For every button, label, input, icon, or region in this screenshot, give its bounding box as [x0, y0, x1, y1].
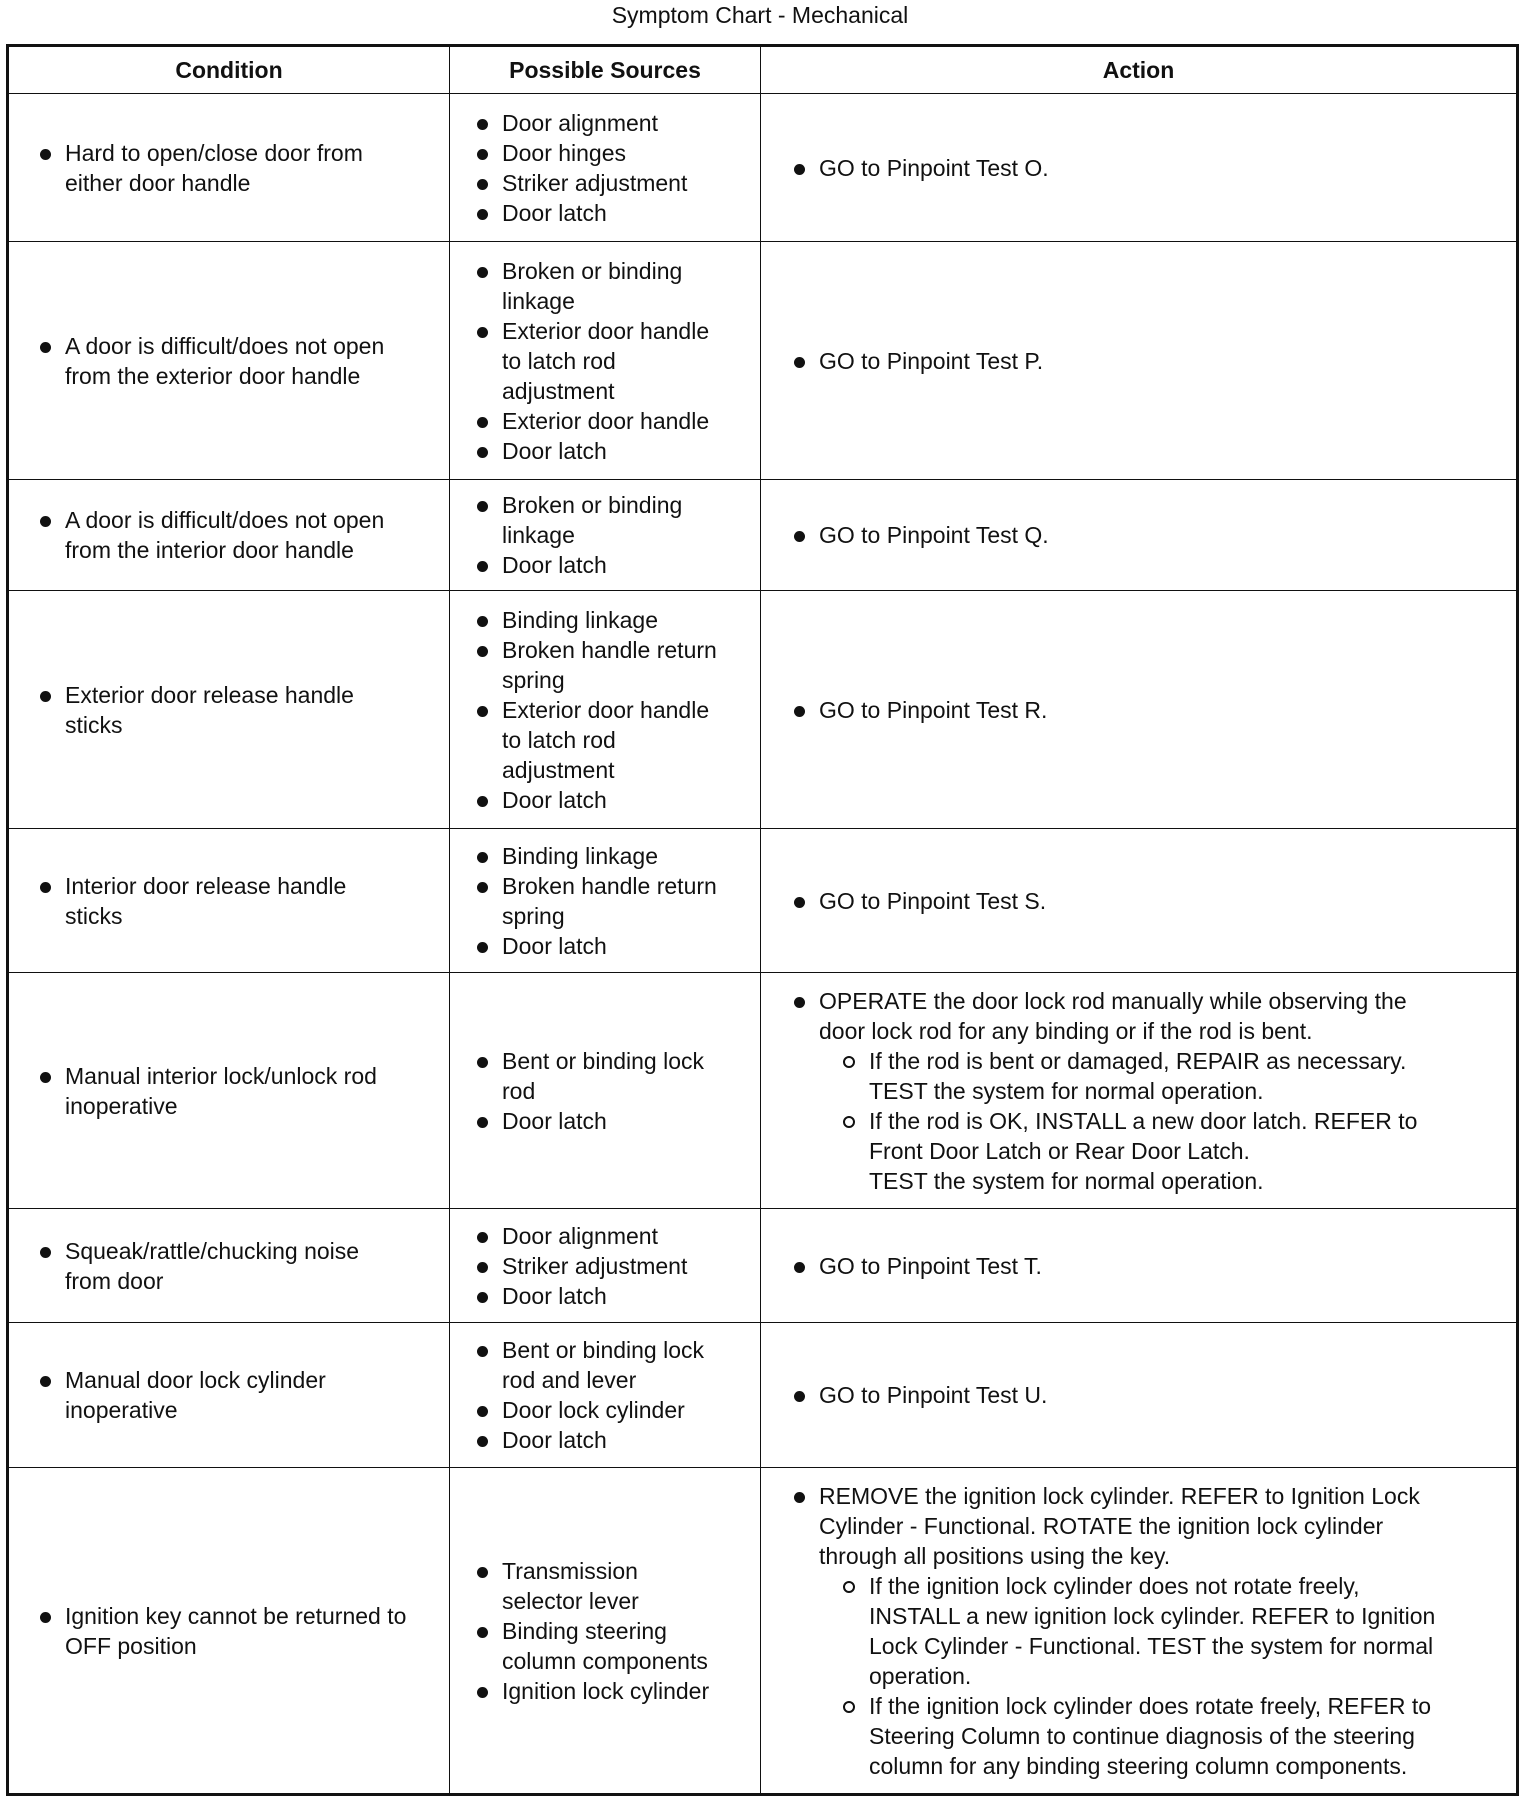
condition-item: [29, 1601, 441, 1661]
text-line: to latch rod: [502, 726, 616, 753]
action-cell: [761, 480, 1518, 591]
text-line: Broken handle return: [502, 636, 717, 663]
text-line: Door lock cylinder: [502, 1397, 685, 1423]
text-line: If the ignition lock cylinder does not rotate freely,: [869, 1572, 1360, 1599]
text-line: inoperative: [65, 1092, 178, 1119]
condition-list: [29, 1601, 441, 1661]
source-item: [466, 1106, 754, 1136]
text-line: TEST the system for normal operation.: [869, 1167, 1264, 1194]
text-line: from the exterior door handle: [65, 362, 361, 389]
table-row: [8, 242, 1518, 480]
table-row: [8, 1468, 1518, 1795]
text-line: Binding linkage: [502, 606, 659, 633]
table-row: [8, 94, 1518, 242]
source-item: [466, 635, 754, 695]
text-line: Door latch: [502, 1427, 607, 1453]
text-line: from the interior door handle: [65, 537, 354, 563]
text-line: GO to Pinpoint Test U.: [819, 1382, 1048, 1408]
text-line: Door alignment: [502, 1222, 658, 1249]
source-item: [466, 605, 754, 635]
text-line: Door latch: [502, 552, 607, 578]
source-item: [466, 198, 754, 228]
text-line: Lock Cylinder - Functional. TEST the system for normal: [869, 1632, 1434, 1659]
text-line: GO to Pinpoint Test S.: [819, 887, 1047, 914]
text-line: Exterior door release handle: [65, 681, 354, 708]
action-item: [783, 1251, 1506, 1281]
condition-list: [29, 138, 441, 198]
table-row: [8, 829, 1518, 973]
column-header-possible-sources: Possible Sources: [450, 46, 761, 94]
text-line: Cylinder - Functional. ROTATE the ignition lock cylinder: [819, 1512, 1384, 1539]
source-item: [466, 138, 754, 168]
sources-list: [466, 1335, 754, 1455]
table-row: [8, 591, 1518, 829]
condition-cell: [8, 1468, 450, 1795]
text-line: adjustment: [502, 756, 615, 783]
table-body: [8, 94, 1518, 1795]
action-subitem: [819, 1571, 1506, 1691]
chart-title: Symptom Chart - Mechanical: [611, 2, 909, 28]
condition-item: [29, 331, 441, 391]
sources-list: [466, 1556, 754, 1706]
condition-cell: [8, 480, 450, 591]
text-line: through all positions using the key.: [819, 1542, 1171, 1569]
condition-cell: [8, 94, 450, 242]
action-list: [783, 1251, 1506, 1281]
source-item: [466, 168, 754, 198]
source-item: [466, 931, 754, 961]
text-line: GO to Pinpoint Test T.: [819, 1252, 1042, 1279]
possible-sources-cell: [450, 591, 761, 829]
text-line: A door is difficult/does not open: [65, 507, 385, 533]
source-item: [466, 490, 754, 550]
source-item: [466, 1281, 754, 1311]
condition-item: [29, 1365, 441, 1425]
action-list: [783, 346, 1506, 376]
sources-list: [466, 605, 754, 815]
action-list: [783, 153, 1506, 183]
source-item: [466, 695, 754, 785]
action-cell: [761, 591, 1518, 829]
possible-sources-cell: [450, 1468, 761, 1795]
sources-list: [466, 108, 754, 228]
text-line: Hard to open/close door from: [65, 139, 363, 166]
text-line: GO to Pinpoint Test P.: [819, 347, 1044, 374]
possible-sources-cell: [450, 480, 761, 591]
condition-item: [29, 871, 441, 931]
text-line: operation.: [869, 1662, 972, 1689]
action-cell: [761, 973, 1518, 1209]
text-line: Door latch: [502, 1282, 607, 1309]
action-cell: [761, 1209, 1518, 1323]
source-item: [466, 406, 754, 436]
table-row: [8, 973, 1518, 1209]
text-line: Broken handle return: [502, 872, 717, 899]
action-list: [783, 1481, 1506, 1781]
action-cell: [761, 1468, 1518, 1795]
text-line: OPERATE the door lock rod manually while observing the: [819, 987, 1407, 1014]
text-line: sticks: [65, 711, 123, 738]
text-line: selector lever: [502, 1587, 639, 1614]
possible-sources-cell: [450, 973, 761, 1209]
action-sublist: [819, 1046, 1506, 1196]
condition-item: [29, 138, 441, 198]
text-line: GO to Pinpoint Test O.: [819, 154, 1049, 181]
action-list: [783, 520, 1506, 550]
condition-list: [29, 1236, 441, 1296]
condition-item: [29, 680, 441, 740]
condition-item: [29, 1236, 441, 1296]
text-line: Ignition lock cylinder: [502, 1677, 710, 1704]
sources-list: [466, 841, 754, 961]
condition-cell: [8, 591, 450, 829]
text-line: sticks: [65, 902, 123, 929]
source-item: [466, 1395, 754, 1425]
source-item: [466, 1251, 754, 1281]
text-line: REMOVE the ignition lock cylinder. REFER to Ignition Lock: [819, 1482, 1420, 1509]
action-subitem: [819, 1046, 1506, 1106]
text-line: adjustment: [502, 377, 615, 404]
condition-list: [29, 1365, 441, 1425]
text-line: linkage: [502, 522, 575, 548]
text-line: Broken or binding: [502, 257, 683, 284]
sources-list: [466, 1221, 754, 1311]
possible-sources-cell: [450, 242, 761, 480]
symptom-chart-table: [6, 44, 1519, 1796]
text-line: inoperative: [65, 1397, 178, 1423]
sources-list: [466, 256, 754, 466]
action-cell: [761, 242, 1518, 480]
action-cell: [761, 1323, 1518, 1468]
text-line: Squeak/rattle/chucking noise: [65, 1237, 360, 1264]
action-item: [783, 153, 1506, 183]
condition-list: [29, 871, 441, 931]
condition-item: [29, 1061, 441, 1121]
text-line: Door latch: [502, 199, 607, 226]
text-line: If the rod is OK, INSTALL a new door latch. REFER to: [869, 1107, 1418, 1134]
action-item: [783, 695, 1506, 725]
text-line: Door hinges: [502, 139, 627, 166]
text-line: to latch rod: [502, 347, 616, 374]
action-subitem: [819, 1691, 1506, 1781]
text-line: Door latch: [502, 786, 607, 813]
sources-list: [466, 490, 754, 580]
action-list: [783, 1380, 1506, 1410]
source-item: [466, 1676, 754, 1706]
text-line: Bent or binding lock: [502, 1047, 705, 1074]
text-line: GO to Pinpoint Test R.: [819, 696, 1048, 723]
text-line: rod and lever: [502, 1367, 637, 1393]
text-line: Bent or binding lock: [502, 1337, 705, 1363]
possible-sources-cell: [450, 1209, 761, 1323]
text-line: If the ignition lock cylinder does rotate freely, REFER to: [869, 1692, 1432, 1719]
table-row: [8, 1209, 1518, 1323]
text-line: Manual door lock cylinder: [65, 1367, 326, 1393]
text-line: Front Door Latch or Rear Door Latch.: [869, 1137, 1250, 1164]
source-item: [466, 550, 754, 580]
source-item: [466, 871, 754, 931]
action-list: [783, 886, 1506, 916]
text-line: Manual interior lock/unlock rod: [65, 1062, 377, 1089]
condition-list: [29, 505, 441, 565]
table-row: [8, 480, 1518, 591]
text-line: Ignition key cannot be returned to: [65, 1602, 407, 1629]
text-line: Exterior door handle: [502, 696, 710, 723]
header-row: [8, 46, 1518, 94]
condition-list: [29, 1061, 441, 1121]
possible-sources-cell: [450, 1323, 761, 1468]
action-item: [783, 886, 1506, 916]
source-item: [466, 785, 754, 815]
possible-sources-cell: [450, 94, 761, 242]
text-line: If the rod is bent or damaged, REPAIR as necessary.: [869, 1047, 1407, 1074]
text-line: either door handle: [65, 169, 251, 196]
sources-list: [466, 1046, 754, 1136]
source-item: [466, 436, 754, 466]
text-line: rod: [502, 1077, 536, 1104]
action-list: [783, 986, 1506, 1196]
action-item: [783, 1380, 1506, 1410]
condition-cell: [8, 1323, 450, 1468]
action-sublist: [819, 1571, 1506, 1781]
action-subitem: [819, 1106, 1506, 1196]
table-row: [8, 1323, 1518, 1468]
text-line: TEST the system for normal operation.: [869, 1077, 1264, 1104]
text-line: GO to Pinpoint Test Q.: [819, 522, 1049, 548]
possible-sources-cell: [450, 829, 761, 973]
column-header-action: Action: [761, 46, 1518, 94]
condition-list: [29, 331, 441, 391]
text-line: Door latch: [502, 437, 607, 464]
text-line: Binding steering: [502, 1617, 667, 1644]
condition-cell: [8, 242, 450, 480]
text-line: from door: [65, 1267, 164, 1294]
text-line: Door latch: [502, 932, 607, 959]
text-line: Striker adjustment: [502, 1252, 688, 1279]
text-line: Transmission: [502, 1557, 638, 1584]
text-line: Binding linkage: [502, 842, 659, 869]
source-item: [466, 1556, 754, 1616]
action-item: [783, 520, 1506, 550]
source-item: [466, 108, 754, 138]
text-line: spring: [502, 666, 565, 693]
action-item: [783, 986, 1506, 1196]
source-item: [466, 256, 754, 316]
action-cell: [761, 94, 1518, 242]
text-line: Steering Column to continue diagnosis of the steering: [869, 1722, 1415, 1749]
source-item: [466, 1425, 754, 1455]
text-line: Interior door release handle: [65, 872, 347, 899]
text-line: A door is difficult/does not open: [65, 332, 385, 359]
source-item: [466, 316, 754, 406]
text-line: INSTALL a new ignition lock cylinder. REFER to Ignition: [869, 1602, 1436, 1629]
text-line: column components: [502, 1647, 708, 1674]
condition-list: [29, 680, 441, 740]
text-line: Door latch: [502, 1107, 607, 1134]
action-list: [783, 695, 1506, 725]
column-header-condition: Condition: [8, 46, 450, 94]
text-line: Exterior door handle: [502, 407, 710, 434]
text-line: Exterior door handle: [502, 317, 710, 344]
source-item: [466, 1221, 754, 1251]
text-line: Broken or binding: [502, 492, 683, 518]
condition-item: [29, 505, 441, 565]
text-line: Door alignment: [502, 109, 658, 136]
action-cell: [761, 829, 1518, 973]
source-item: [466, 1616, 754, 1676]
action-item: [783, 1481, 1506, 1781]
condition-cell: [8, 973, 450, 1209]
condition-cell: [8, 1209, 450, 1323]
text-line: linkage: [502, 287, 575, 314]
action-item: [783, 346, 1506, 376]
text-line: column for any binding steering column components.: [869, 1752, 1408, 1779]
text-line: spring: [502, 902, 565, 929]
source-item: [466, 1046, 754, 1106]
text-line: Striker adjustment: [502, 169, 688, 196]
condition-cell: [8, 829, 450, 973]
source-item: [466, 1335, 754, 1395]
source-item: [466, 841, 754, 871]
text-line: door lock rod for any binding or if the rod is bent.: [819, 1017, 1313, 1044]
text-line: OFF position: [65, 1632, 197, 1659]
